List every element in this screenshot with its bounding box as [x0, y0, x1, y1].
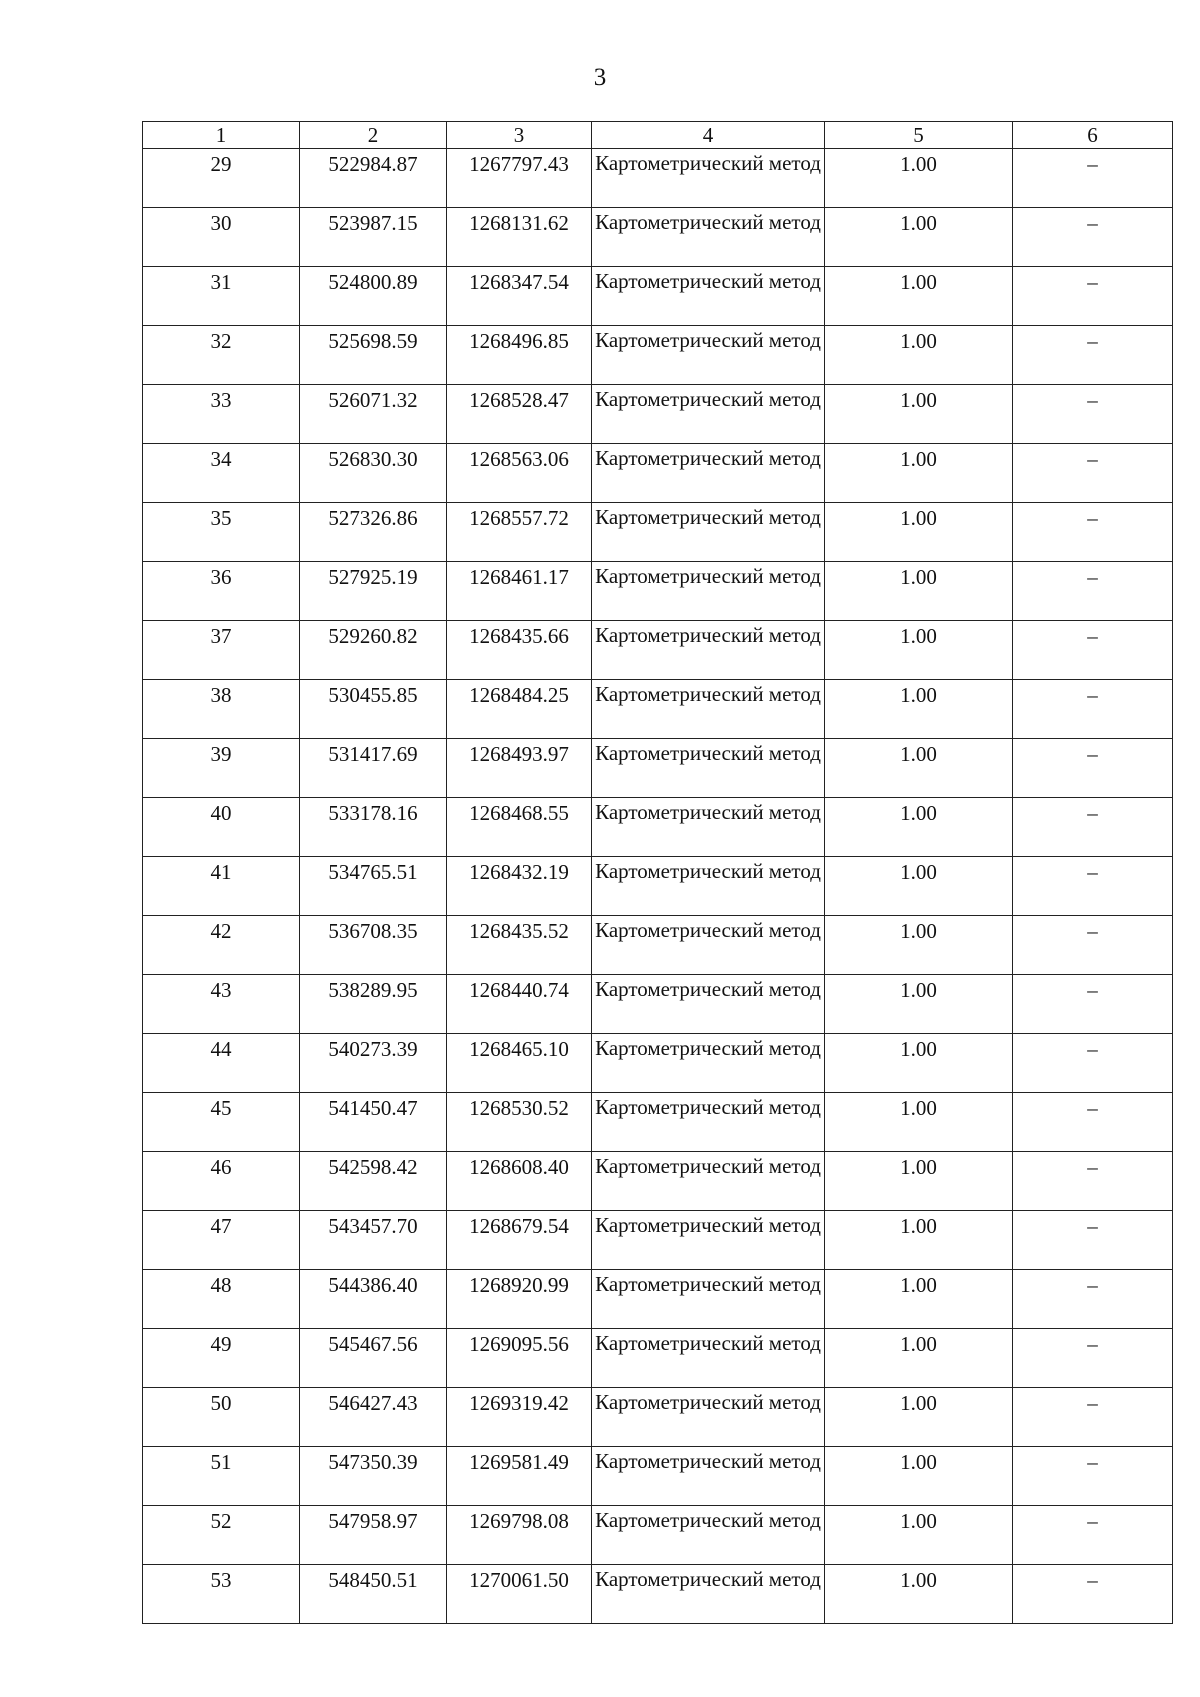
table-row [143, 1447, 1173, 1506]
note-cell: – [1013, 680, 1173, 739]
accuracy-cell: 1.00 [825, 1447, 1013, 1506]
note-cell: – [1013, 385, 1173, 444]
table-row [143, 739, 1173, 798]
x-coordinate-cell: 529260.82 [300, 621, 447, 680]
x-coordinate-cell: 527326.86 [300, 503, 447, 562]
table-row [143, 385, 1173, 444]
x-coordinate-cell: 531417.69 [300, 739, 447, 798]
note-cell: – [1013, 1565, 1173, 1624]
accuracy-cell: 1.00 [825, 1093, 1013, 1152]
table-row [143, 916, 1173, 975]
y-coordinate-cell: 1268496.85 [447, 326, 592, 385]
accuracy-cell: 1.00 [825, 562, 1013, 621]
y-coordinate-cell: 1268440.74 [447, 975, 592, 1034]
x-coordinate-cell: 523987.15 [300, 208, 447, 267]
accuracy-cell: 1.00 [825, 1211, 1013, 1270]
point-number-cell: 45 [143, 1093, 300, 1152]
accuracy-cell: 1.00 [825, 1034, 1013, 1093]
point-number-cell: 53 [143, 1565, 300, 1624]
method-cell: Картометрический метод [592, 680, 825, 739]
y-coordinate-cell: 1268528.47 [447, 385, 592, 444]
point-number-cell: 49 [143, 1329, 300, 1388]
note-cell: – [1013, 857, 1173, 916]
note-cell: – [1013, 1034, 1173, 1093]
note-cell: – [1013, 975, 1173, 1034]
method-cell: Картометрический метод [592, 1270, 825, 1329]
method-cell: Картометрический метод [592, 326, 825, 385]
method-cell: Картометрический метод [592, 503, 825, 562]
accuracy-cell: 1.00 [825, 503, 1013, 562]
note-cell: – [1013, 1270, 1173, 1329]
point-number-cell: 51 [143, 1447, 300, 1506]
accuracy-cell: 1.00 [825, 1329, 1013, 1388]
y-coordinate-cell: 1270061.50 [447, 1565, 592, 1624]
note-cell: – [1013, 562, 1173, 621]
note-cell: – [1013, 1152, 1173, 1211]
method-cell: Картометрический метод [592, 1506, 825, 1565]
method-cell: Картометрический метод [592, 385, 825, 444]
table-row [143, 208, 1173, 267]
x-coordinate-cell: 524800.89 [300, 267, 447, 326]
coordinates-table [142, 121, 1173, 1624]
note-cell: – [1013, 916, 1173, 975]
point-number-cell: 42 [143, 916, 300, 975]
point-number-cell: 40 [143, 798, 300, 857]
note-cell: – [1013, 621, 1173, 680]
method-cell: Картометрический метод [592, 444, 825, 503]
method-cell: Картометрический метод [592, 621, 825, 680]
x-coordinate-cell: 543457.70 [300, 1211, 447, 1270]
note-cell: – [1013, 739, 1173, 798]
method-cell: Картометрический метод [592, 1093, 825, 1152]
point-number-cell: 33 [143, 385, 300, 444]
accuracy-cell: 1.00 [825, 1565, 1013, 1624]
table-row [143, 1329, 1173, 1388]
table-row [143, 1093, 1173, 1152]
method-cell: Картометрический метод [592, 267, 825, 326]
method-cell: Картометрический метод [592, 916, 825, 975]
accuracy-cell: 1.00 [825, 857, 1013, 916]
point-number-cell: 36 [143, 562, 300, 621]
note-cell: – [1013, 1329, 1173, 1388]
point-number-cell: 48 [143, 1270, 300, 1329]
accuracy-cell: 1.00 [825, 267, 1013, 326]
y-coordinate-cell: 1268461.17 [447, 562, 592, 621]
table-row [143, 1388, 1173, 1447]
x-coordinate-cell: 547350.39 [300, 1447, 447, 1506]
x-coordinate-cell: 534765.51 [300, 857, 447, 916]
x-coordinate-cell: 545467.56 [300, 1329, 447, 1388]
x-coordinate-cell: 527925.19 [300, 562, 447, 621]
method-cell: Картометрический метод [592, 1388, 825, 1447]
y-coordinate-cell: 1268530.52 [447, 1093, 592, 1152]
table-row [143, 1211, 1173, 1270]
accuracy-cell: 1.00 [825, 326, 1013, 385]
point-number-cell: 43 [143, 975, 300, 1034]
y-coordinate-cell: 1267797.43 [447, 149, 592, 208]
point-number-cell: 32 [143, 326, 300, 385]
accuracy-cell: 1.00 [825, 208, 1013, 267]
header-cell: 6 [1013, 122, 1173, 149]
header-cell: 5 [825, 122, 1013, 149]
x-coordinate-cell: 548450.51 [300, 1565, 447, 1624]
accuracy-cell: 1.00 [825, 1152, 1013, 1211]
x-coordinate-cell: 547958.97 [300, 1506, 447, 1565]
header-cell: 4 [592, 122, 825, 149]
x-coordinate-cell: 526830.30 [300, 444, 447, 503]
table-row [143, 621, 1173, 680]
header-cell: 1 [143, 122, 300, 149]
note-cell: – [1013, 326, 1173, 385]
table-body [143, 149, 1173, 1624]
point-number-cell: 39 [143, 739, 300, 798]
note-cell: – [1013, 1093, 1173, 1152]
accuracy-cell: 1.00 [825, 975, 1013, 1034]
header-cell: 3 [447, 122, 592, 149]
accuracy-cell: 1.00 [825, 680, 1013, 739]
table-row [143, 267, 1173, 326]
y-coordinate-cell: 1268920.99 [447, 1270, 592, 1329]
y-coordinate-cell: 1268465.10 [447, 1034, 592, 1093]
note-cell: – [1013, 444, 1173, 503]
method-cell: Картометрический метод [592, 857, 825, 916]
accuracy-cell: 1.00 [825, 1270, 1013, 1329]
x-coordinate-cell: 546427.43 [300, 1388, 447, 1447]
method-cell: Картометрический метод [592, 1034, 825, 1093]
note-cell: – [1013, 1506, 1173, 1565]
note-cell: – [1013, 503, 1173, 562]
y-coordinate-cell: 1268557.72 [447, 503, 592, 562]
accuracy-cell: 1.00 [825, 798, 1013, 857]
table-row [143, 798, 1173, 857]
method-cell: Картометрический метод [592, 975, 825, 1034]
y-coordinate-cell: 1269319.42 [447, 1388, 592, 1447]
table-row [143, 149, 1173, 208]
table-row [143, 1034, 1173, 1093]
point-number-cell: 52 [143, 1506, 300, 1565]
table-row [143, 1270, 1173, 1329]
table-row [143, 1565, 1173, 1624]
y-coordinate-cell: 1268493.97 [447, 739, 592, 798]
table-row [143, 975, 1173, 1034]
note-cell: – [1013, 149, 1173, 208]
x-coordinate-cell: 530455.85 [300, 680, 447, 739]
point-number-cell: 29 [143, 149, 300, 208]
y-coordinate-cell: 1268484.25 [447, 680, 592, 739]
page-number: 3 [593, 64, 607, 91]
y-coordinate-cell: 1268608.40 [447, 1152, 592, 1211]
method-cell: Картометрический метод [592, 739, 825, 798]
accuracy-cell: 1.00 [825, 444, 1013, 503]
x-coordinate-cell: 544386.40 [300, 1270, 447, 1329]
y-coordinate-cell: 1268435.66 [447, 621, 592, 680]
point-number-cell: 37 [143, 621, 300, 680]
y-coordinate-cell: 1268347.54 [447, 267, 592, 326]
x-coordinate-cell: 542598.42 [300, 1152, 447, 1211]
point-number-cell: 44 [143, 1034, 300, 1093]
table-row [143, 857, 1173, 916]
table-row [143, 503, 1173, 562]
point-number-cell: 34 [143, 444, 300, 503]
note-cell: – [1013, 267, 1173, 326]
x-coordinate-cell: 536708.35 [300, 916, 447, 975]
x-coordinate-cell: 525698.59 [300, 326, 447, 385]
accuracy-cell: 1.00 [825, 621, 1013, 680]
header-cell: 2 [300, 122, 447, 149]
y-coordinate-cell: 1268468.55 [447, 798, 592, 857]
point-number-cell: 30 [143, 208, 300, 267]
method-cell: Картометрический метод [592, 1565, 825, 1624]
x-coordinate-cell: 533178.16 [300, 798, 447, 857]
y-coordinate-cell: 1269581.49 [447, 1447, 592, 1506]
x-coordinate-cell: 538289.95 [300, 975, 447, 1034]
method-cell: Картометрический метод [592, 1447, 825, 1506]
point-number-cell: 35 [143, 503, 300, 562]
note-cell: – [1013, 1211, 1173, 1270]
note-cell: – [1013, 798, 1173, 857]
x-coordinate-cell: 540273.39 [300, 1034, 447, 1093]
method-cell: Картометрический метод [592, 562, 825, 621]
method-cell: Картометрический метод [592, 1329, 825, 1388]
y-coordinate-cell: 1268679.54 [447, 1211, 592, 1270]
point-number-cell: 46 [143, 1152, 300, 1211]
y-coordinate-cell: 1268432.19 [447, 857, 592, 916]
y-coordinate-cell: 1268435.52 [447, 916, 592, 975]
table-row [143, 444, 1173, 503]
y-coordinate-cell: 1268131.62 [447, 208, 592, 267]
x-coordinate-cell: 541450.47 [300, 1093, 447, 1152]
x-coordinate-cell: 526071.32 [300, 385, 447, 444]
note-cell: – [1013, 1447, 1173, 1506]
y-coordinate-cell: 1269095.56 [447, 1329, 592, 1388]
table-row [143, 562, 1173, 621]
method-cell: Картометрический метод [592, 1211, 825, 1270]
note-cell: – [1013, 1388, 1173, 1447]
accuracy-cell: 1.00 [825, 739, 1013, 798]
y-coordinate-cell: 1269798.08 [447, 1506, 592, 1565]
method-cell: Картометрический метод [592, 149, 825, 208]
accuracy-cell: 1.00 [825, 149, 1013, 208]
y-coordinate-cell: 1268563.06 [447, 444, 592, 503]
method-cell: Картометрический метод [592, 208, 825, 267]
table-row [143, 326, 1173, 385]
table-row [143, 680, 1173, 739]
point-number-cell: 38 [143, 680, 300, 739]
point-number-cell: 47 [143, 1211, 300, 1270]
method-cell: Картометрический метод [592, 1152, 825, 1211]
point-number-cell: 31 [143, 267, 300, 326]
accuracy-cell: 1.00 [825, 385, 1013, 444]
method-cell: Картометрический метод [592, 798, 825, 857]
accuracy-cell: 1.00 [825, 916, 1013, 975]
point-number-cell: 41 [143, 857, 300, 916]
table-header-row [143, 122, 1173, 149]
note-cell: – [1013, 208, 1173, 267]
x-coordinate-cell: 522984.87 [300, 149, 447, 208]
point-number-cell: 50 [143, 1388, 300, 1447]
table-row [143, 1152, 1173, 1211]
accuracy-cell: 1.00 [825, 1388, 1013, 1447]
table-row [143, 1506, 1173, 1565]
accuracy-cell: 1.00 [825, 1506, 1013, 1565]
